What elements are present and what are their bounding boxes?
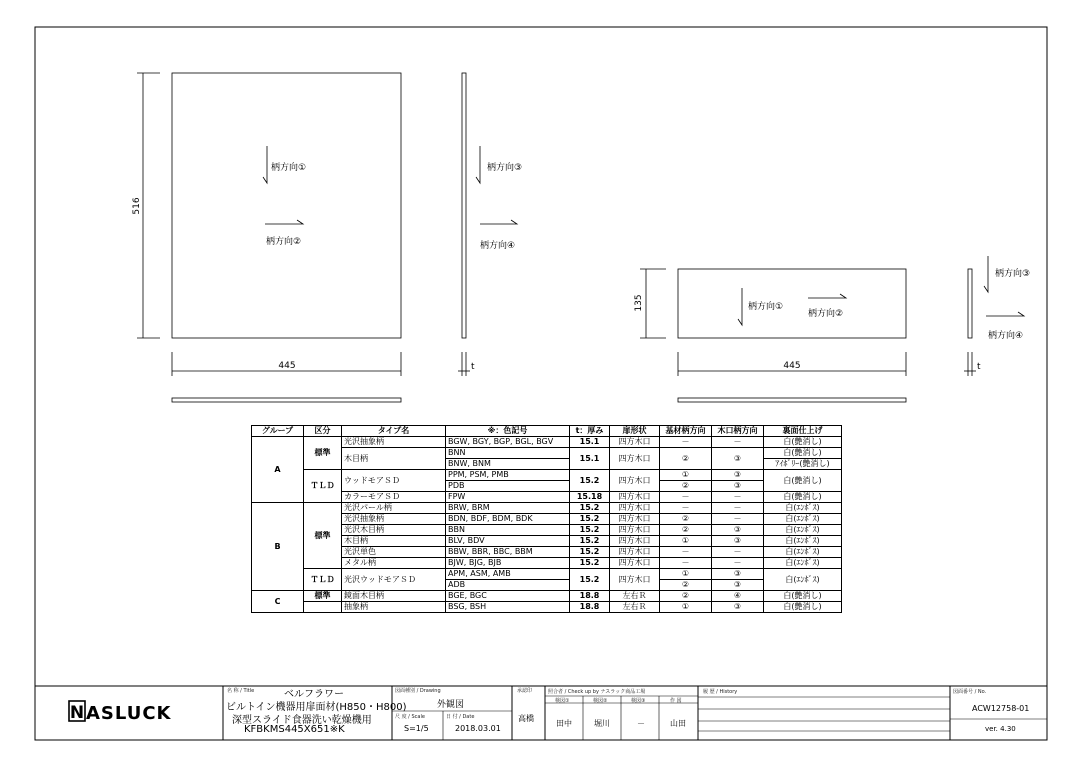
grain-vertical-arrow-icon [476, 146, 480, 183]
small-panel-grain-1-label: 柄方向① [748, 302, 784, 312]
base-grain-cell: － [660, 503, 712, 514]
category-cell [304, 602, 342, 613]
group-cell: B [252, 503, 304, 591]
spec-table-row [252, 569, 842, 580]
type-name-cell: 光沢木目柄 [342, 525, 446, 536]
small-side-grain-4-label: 柄方向④ [988, 331, 1024, 341]
header-base-grain: 基材柄方向 [660, 426, 712, 437]
svg-text:ASLUCK: ASLUCK [86, 703, 172, 723]
large-side-grain-4-label: 柄方向④ [480, 241, 516, 251]
small-side-grain-3-label: 柄方向③ [995, 269, 1031, 279]
approver-name: 高橋 [518, 714, 534, 723]
color-code-cell: PPM, PSM, PMB [446, 470, 570, 481]
back-finish-cell: 白(艶消し) [764, 437, 842, 448]
back-finish-cell: 白(ｴﾝﾎﾞｽ) [764, 569, 842, 591]
edge-grain-cell: ③ [712, 580, 764, 591]
grain-horizontal-arrow-icon [808, 294, 846, 298]
drawing-type-value: 外観図 [437, 700, 465, 710]
check-sub-2: 検図② [593, 698, 608, 704]
door-shape-cell: 四方木口 [610, 536, 660, 547]
back-finish-cell: 白(ｴﾝﾎﾞｽ) [764, 558, 842, 569]
color-code-cell: ADB [446, 580, 570, 591]
base-grain-cell: ① [660, 569, 712, 580]
spec-table-row [252, 437, 842, 448]
type-name-cell: 光沢抽象柄 [342, 514, 446, 525]
sheet-border [35, 27, 1047, 740]
back-finish-cell: 白(艶消し) [764, 591, 842, 602]
category-cell: ＴＬＤ [304, 470, 342, 503]
small-panel-bottom-section [678, 398, 906, 402]
back-finish-cell: 白(ｴﾝﾎﾞｽ) [764, 525, 842, 536]
door-shape-cell: 四方木口 [610, 492, 660, 503]
type-name-cell: 鏡面木目柄 [342, 591, 446, 602]
color-code-cell: BBN [446, 525, 570, 536]
color-code-cell: BBW, BBR, BBC, BBM [446, 547, 570, 558]
header-type-name: タイプ名 [342, 426, 446, 437]
spec-table [251, 425, 842, 613]
thickness-cell: 15.2 [570, 547, 610, 558]
back-finish-cell: ｱｲﾎﾞﾘｰ(艶消し) [764, 459, 842, 470]
company-logo [68, 699, 188, 727]
large-side-thickness-label: t [471, 362, 475, 372]
type-name-cell: 木目柄 [342, 448, 446, 470]
title-line-2: ビルトイン機器用扉面材(H850・H800) [226, 702, 407, 713]
thickness-cell: 15.18 [570, 492, 610, 503]
small-panel-width-label: 445 [783, 361, 801, 371]
thickness-cell: 15.2 [570, 569, 610, 591]
base-grain-cell: ① [660, 470, 712, 481]
small-side-outline [968, 269, 972, 338]
svg-text:N: N [69, 703, 85, 723]
type-name-cell: ウッドモアＳＤ [342, 470, 446, 492]
door-shape-cell: 四方木口 [610, 569, 660, 591]
category-cell: 標準 [304, 591, 342, 602]
header-edge-grain: 木口柄方向 [712, 426, 764, 437]
door-shape-cell: 四方木口 [610, 470, 660, 492]
door-shape-cell: 四方木口 [610, 558, 660, 569]
edge-grain-cell: ③ [712, 481, 764, 492]
door-shape-cell: 左右Ｒ [610, 602, 660, 613]
base-grain-cell: － [660, 558, 712, 569]
spec-table-header-row [252, 426, 842, 437]
scale-label: 尺 度 / Scale [395, 714, 425, 720]
small-panel-outline [678, 269, 906, 338]
base-grain-cell: ① [660, 602, 712, 613]
base-grain-cell: ② [660, 481, 712, 492]
large-side-view [458, 73, 517, 376]
color-code-cell: BLV, BDV [446, 536, 570, 547]
back-finish-cell: 白(ｴﾝﾎﾞｽ) [764, 536, 842, 547]
drafter: 山田 [670, 719, 686, 728]
edge-grain-cell: － [712, 558, 764, 569]
header-group: グループ [252, 426, 304, 437]
thickness-cell: 15.2 [570, 558, 610, 569]
thickness-cell: 15.2 [570, 536, 610, 547]
base-grain-cell: ② [660, 448, 712, 470]
header-category: 区分 [304, 426, 342, 437]
spec-table-row [252, 470, 842, 481]
check-sub-4: 作 図 [670, 698, 682, 704]
color-code-cell: BJW, BJG, BJB [446, 558, 570, 569]
checker-3: － [637, 719, 645, 728]
scale-value: S=1/5 [404, 724, 429, 733]
type-name-cell: カラーモアＳＤ [342, 492, 446, 503]
color-code-cell: BNW, BNM [446, 459, 570, 470]
edge-grain-cell: ③ [712, 448, 764, 470]
color-code-cell: BGW, BGY, BGP, BGL, BGV [446, 437, 570, 448]
color-code-cell: BSG, BSH [446, 602, 570, 613]
category-cell: 標準 [304, 437, 342, 470]
small-panel-height-label: 135 [634, 294, 644, 312]
version: ver. 4.30 [985, 725, 1016, 733]
thickness-cell: 15.1 [570, 437, 610, 448]
thickness-cell: 15.2 [570, 525, 610, 536]
door-shape-cell: 四方木口 [610, 547, 660, 558]
door-shape-cell: 四方木口 [610, 514, 660, 525]
thickness-cell: 18.8 [570, 591, 610, 602]
type-name-cell: 光沢ウッドモアＳＤ [342, 569, 446, 591]
thickness-cell: 15.1 [570, 448, 610, 470]
base-grain-cell: － [660, 437, 712, 448]
base-grain-cell: － [660, 492, 712, 503]
type-name-cell: 抽象柄 [342, 602, 446, 613]
grain-vertical-arrow-icon [738, 288, 742, 325]
category-cell: 標準 [304, 503, 342, 569]
check-sub-1: 検図① [555, 698, 570, 704]
header-door-shape: 扉形状 [610, 426, 660, 437]
spec-table-row [252, 503, 842, 514]
edge-grain-cell: － [712, 492, 764, 503]
edge-grain-cell: ③ [712, 525, 764, 536]
large-side-grain-3-label: 柄方向③ [487, 163, 523, 173]
color-code-cell: BDN, BDF, BDM, BDK [446, 514, 570, 525]
spec-table-row [252, 602, 842, 613]
spec-table-row [252, 591, 842, 602]
edge-grain-cell: － [712, 437, 764, 448]
color-code-cell: PDB [446, 481, 570, 492]
edge-grain-cell: － [712, 514, 764, 525]
header-back-finish: 裏面仕上げ [764, 426, 842, 437]
grain-vertical-arrow-icon [984, 256, 988, 292]
edge-grain-cell: － [712, 503, 764, 514]
base-grain-cell: ① [660, 536, 712, 547]
door-shape-cell: 四方木口 [610, 437, 660, 448]
history-label: 履 歴 / History [703, 689, 738, 695]
small-side-thickness-label: t [977, 362, 981, 372]
color-code-cell: BNN [446, 448, 570, 459]
back-finish-cell: 白(ｴﾝﾎﾞｽ) [764, 514, 842, 525]
large-panel-height-label: 516 [132, 197, 142, 215]
thickness-cell: 18.8 [570, 602, 610, 613]
category-cell: ＴＬＤ [304, 569, 342, 591]
large-panel-width-label: 445 [278, 361, 296, 371]
type-name-cell: メタル柄 [342, 558, 446, 569]
back-finish-cell: 白(艶消し) [764, 602, 842, 613]
thickness-cell: 15.2 [570, 514, 610, 525]
color-code-cell: BGE, BGC [446, 591, 570, 602]
check-sub-3: 検図③ [631, 698, 646, 704]
checker-2: 堀川 [594, 719, 610, 728]
drawing-number: ACW12758-01 [972, 704, 1030, 713]
drawing-type-label: 図面種別 / Drawing [395, 688, 441, 694]
large-panel-grain-1-label: 柄方向① [271, 163, 307, 173]
edge-grain-cell: ③ [712, 536, 764, 547]
color-code-cell: APM, ASM, AMB [446, 569, 570, 580]
color-code-cell: FPW [446, 492, 570, 503]
back-finish-cell: 白(ｴﾝﾎﾞｽ) [764, 547, 842, 558]
type-name-cell: 光沢抽象柄 [342, 437, 446, 448]
approval-label: 承認印 [517, 688, 533, 694]
base-grain-cell: ② [660, 591, 712, 602]
back-finish-cell: 白(ｴﾝﾎﾞｽ) [764, 503, 842, 514]
small-panel-grain-2-label: 柄方向② [808, 309, 844, 319]
nasluck-logo-icon [68, 699, 188, 723]
product-name: ベルフラワー [284, 689, 344, 700]
large-panel-view [137, 73, 401, 376]
type-name-cell: 光沢パール柄 [342, 503, 446, 514]
grain-horizontal-arrow-icon [265, 220, 303, 224]
group-cell: A [252, 437, 304, 503]
edge-grain-cell: ③ [712, 569, 764, 580]
grain-horizontal-arrow-icon [986, 312, 1024, 316]
door-shape-cell: 四方木口 [610, 503, 660, 514]
checker-1: 田中 [556, 719, 572, 728]
base-grain-cell: ② [660, 514, 712, 525]
large-side-outline [462, 73, 466, 338]
large-panel-grain-2-label: 柄方向② [266, 237, 302, 247]
header-color-code: ※：色記号 [446, 426, 570, 437]
door-shape-cell: 左右Ｒ [610, 591, 660, 602]
type-name-cell: 光沢単色 [342, 547, 446, 558]
back-finish-cell: 白(艶消し) [764, 470, 842, 492]
date-value: 2018.03.01 [455, 724, 501, 733]
door-shape-cell: 四方木口 [610, 525, 660, 536]
thickness-cell: 15.2 [570, 503, 610, 514]
large-panel-bottom-section [172, 398, 401, 402]
model-number: KFBKMS445X651※K [244, 724, 345, 735]
edge-grain-cell: ④ [712, 591, 764, 602]
thickness-cell: 15.2 [570, 470, 610, 492]
base-grain-cell: － [660, 547, 712, 558]
grain-vertical-arrow-icon [263, 146, 267, 183]
color-code-cell: BRW, BRM [446, 503, 570, 514]
edge-grain-cell: － [712, 547, 764, 558]
type-name-cell: 木目柄 [342, 536, 446, 547]
date-label: 日 付 / Date [446, 714, 475, 720]
title-line-3: 深型スライド食器洗い乾燥機用 [232, 715, 372, 726]
title-label: 名 称 / Title [227, 688, 255, 694]
large-panel-outline [172, 73, 401, 338]
back-finish-cell: 白(艶消し) [764, 448, 842, 459]
drawing-number-label: 図面番号 / No. [953, 689, 987, 695]
base-grain-cell: ② [660, 525, 712, 536]
small-panel-view [640, 269, 906, 376]
group-cell: C [252, 591, 304, 613]
edge-grain-cell: ③ [712, 470, 764, 481]
check-label: 照合者 / Check up by ナスラック商品工場 [548, 689, 646, 695]
grain-horizontal-arrow-icon [480, 220, 517, 224]
edge-grain-cell: ③ [712, 602, 764, 613]
door-shape-cell: 四方木口 [610, 448, 660, 470]
header-thickness: t：厚み [570, 426, 610, 437]
back-finish-cell: 白(艶消し) [764, 492, 842, 503]
base-grain-cell: ② [660, 580, 712, 591]
